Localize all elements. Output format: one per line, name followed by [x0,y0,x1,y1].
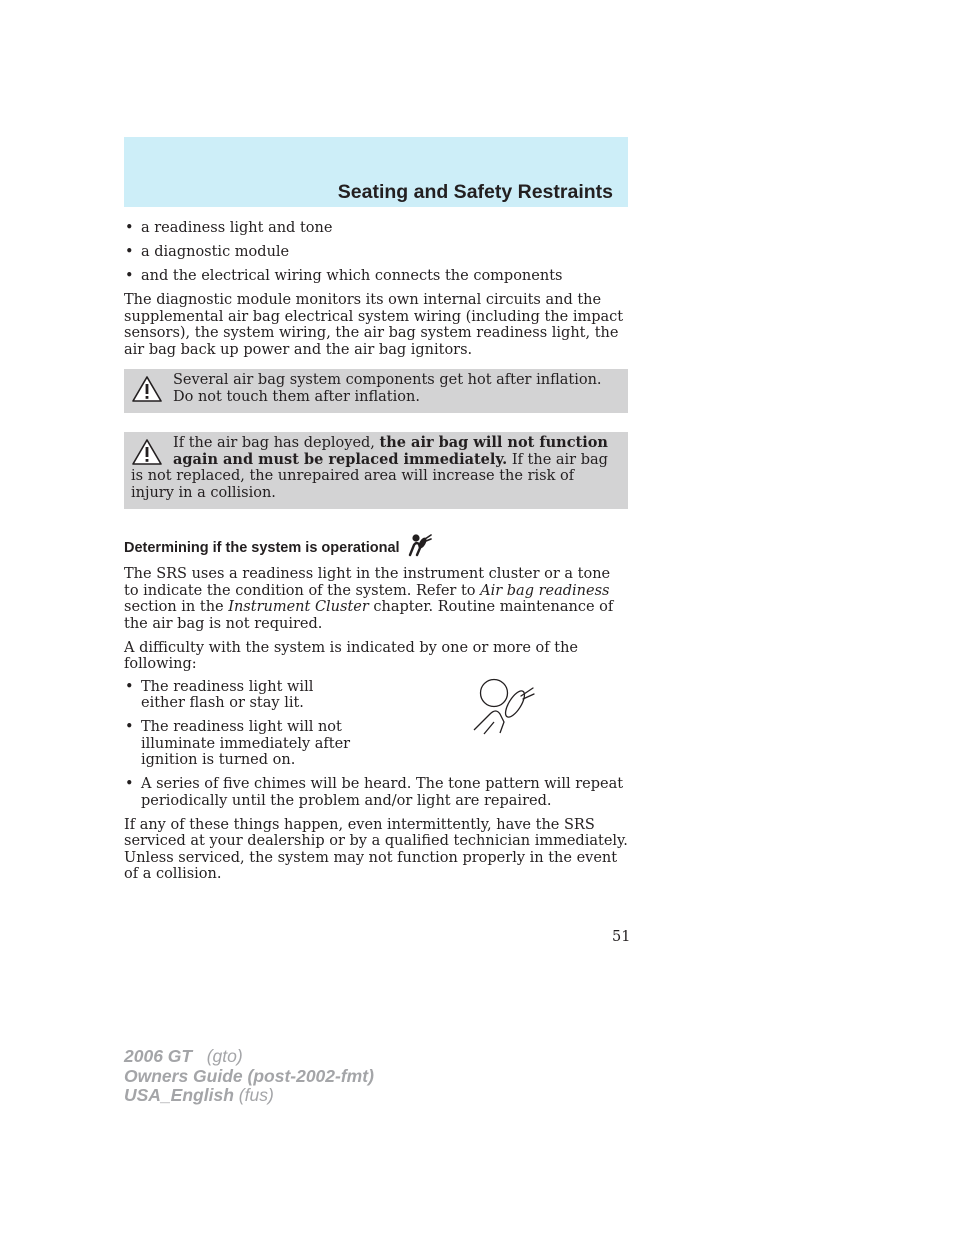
difficulty-bullet-list-continued [124,776,628,809]
footer-line-2: Owners Guide (post-2002-fmt) [124,1065,374,1086]
header-band [124,137,628,207]
warning-box-hot-components [124,369,628,413]
page-content [124,220,628,890]
list-item: • The readiness light will either flash or stay lit. [124,679,356,712]
list-item: • a readiness light and tone [124,220,628,237]
subsection-heading-text: Determining if the system is operational [124,539,400,556]
warning-text-bold: the air bag will not function again and must be replaced immediately. [173,434,608,468]
text-run-italic: Air bag readiness [480,582,610,599]
airbag-readiness-icon [470,678,536,738]
airbag-person-icon [406,533,432,557]
footer-model-code: (gto) [206,1046,243,1066]
difficulty-bullet-list [124,679,628,769]
warning-text: Several air bag system components get hot after inflation. Do not touch them after inflation. [173,372,602,405]
footer-language: USA_English [124,1085,234,1105]
footer-model: 2006 GT [124,1046,193,1066]
section-title: Seating and Safety Restraints [337,181,613,203]
bullets-with-figure [124,679,628,769]
warning-triangle-icon [131,438,163,466]
paragraph-service: If any of these things happen, even intermittently, have the SRS serviced at your dealership or by a qualified technician immediately. Unless serviced, the system may not function properly in the event of a collision. [124,816,628,882]
text-run: section in the [124,599,229,615]
footer-line-1 [124,1047,374,1067]
page-number: 51 [612,929,631,945]
paragraph-difficulty: A difficulty with the system is indicated by one or more of the following: [124,639,578,672]
list-item: • a diagnostic module [124,244,628,261]
list-item: • A series of five chimes will be heard. The tone pattern will repeat periodically until the problem and/or light are repaired. [124,776,628,809]
list-item: • and the electrical wiring which connects the components [124,268,628,285]
warning-text-tail: If the air bag is not replaced, the unrepaired area will increase the risk of injury in a collision. [131,451,608,501]
warning-triangle-icon [131,375,163,403]
footer-language-code: (fus) [238,1085,274,1105]
warning-box-deployed [124,432,628,509]
document-footer [124,1047,374,1106]
intro-bullet-list [124,220,628,285]
paragraph-srs-light [124,566,628,632]
paragraph-diagnostic: The diagnostic module monitors its own internal circuits and the supplemental air bag electrical system wiring (including the impact sensors), the system wiring, the air bag system readiness light, the air bag back up power and the air bag ignitors. [124,292,624,358]
list-item: • The readiness light will not illuminate immediately after ignition is turned on. [124,719,356,769]
warning-text-lead: If the air bag has deployed, [173,435,380,451]
text-run-italic: Instrument Cluster [228,599,369,615]
subsection-heading [124,539,628,557]
text-run: The SRS uses a readiness light in the instrument cluster or a tone to indicate the condition of the system. Refer to [124,566,611,599]
text-run: chapter. Routine maintenance of the air bag is not required. [124,599,614,632]
footer-line-3 [124,1086,374,1106]
